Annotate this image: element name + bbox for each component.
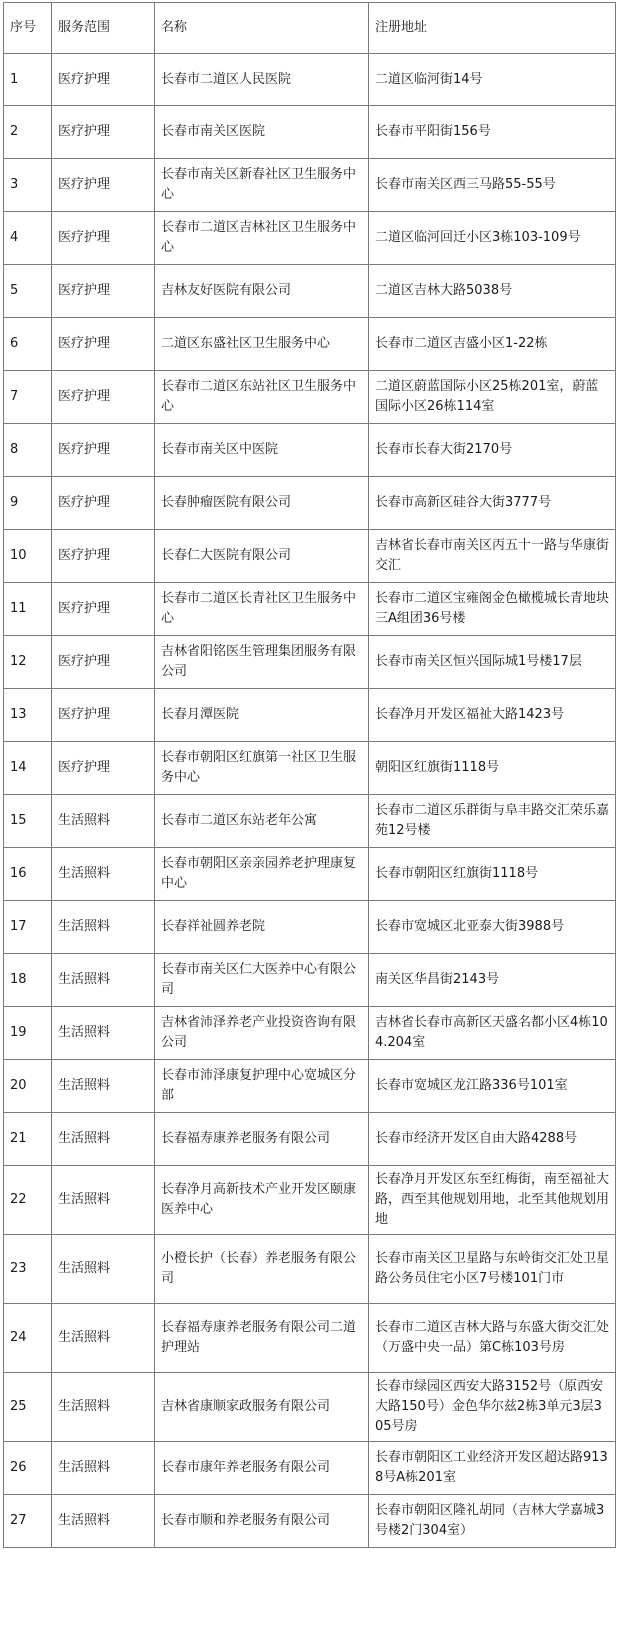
header-index: 序号	[4, 3, 52, 54]
cell-scope: 生活照料	[52, 848, 155, 901]
cell-index: 1	[4, 54, 52, 106]
table-row	[4, 689, 616, 742]
cell-name: 长春市朝阳区亲亲园养老护理康复中心	[155, 848, 369, 901]
cell-scope: 医疗护理	[52, 54, 155, 106]
cell-index: 12	[4, 636, 52, 689]
cell-name: 长春市南关区中医院	[155, 424, 369, 477]
header-address: 注册地址	[369, 3, 616, 54]
cell-name: 二道区东盛社区卫生服务中心	[155, 318, 369, 371]
cell-index: 22	[4, 1166, 52, 1235]
cell-address: 长春市朝阳区红旗街1118号	[369, 848, 616, 901]
table-row	[4, 583, 616, 636]
cell-index: 23	[4, 1235, 52, 1304]
cell-index: 21	[4, 1113, 52, 1166]
table-row	[4, 636, 616, 689]
cell-index: 4	[4, 212, 52, 265]
table-row	[4, 371, 616, 424]
cell-address: 长春市二道区宝雍阁金色橄榄城长青地块三A组团36号楼	[369, 583, 616, 636]
cell-address: 长春市朝阳区隆礼胡同（吉林大学嘉城3号楼2门304室）	[369, 1495, 616, 1548]
cell-name: 长春市朝阳区红旗第一社区卫生服务中心	[155, 742, 369, 795]
cell-name: 长春福寿康养老服务有限公司二道护理站	[155, 1304, 369, 1373]
cell-address: 长春市南关区恒兴国际城1号楼17层	[369, 636, 616, 689]
cell-scope: 生活照料	[52, 1060, 155, 1113]
service-provider-table-container	[3, 2, 615, 1548]
cell-index: 3	[4, 159, 52, 212]
cell-scope: 医疗护理	[52, 212, 155, 265]
cell-name: 长春市南关区仁大医养中心有限公司	[155, 954, 369, 1007]
cell-scope: 生活照料	[52, 901, 155, 954]
cell-scope: 医疗护理	[52, 371, 155, 424]
cell-scope: 生活照料	[52, 1113, 155, 1166]
cell-address: 吉林省长春市南关区丙五十一路与华康街交汇	[369, 530, 616, 583]
table-row	[4, 1373, 616, 1442]
cell-address: 长春市长春大街2170号	[369, 424, 616, 477]
cell-scope: 生活照料	[52, 1166, 155, 1235]
table-row	[4, 265, 616, 318]
cell-name: 长春市康年养老服务有限公司	[155, 1442, 369, 1495]
cell-scope: 生活照料	[52, 1304, 155, 1373]
cell-name: 长春市二道区东站社区卫生服务中心	[155, 371, 369, 424]
table-header-row	[4, 3, 616, 54]
cell-name: 吉林省沛泽养老产业投资咨询有限公司	[155, 1007, 369, 1060]
cell-name: 长春月潭医院	[155, 689, 369, 742]
cell-address: 长春市宽城区北亚泰大街3988号	[369, 901, 616, 954]
table-row	[4, 1166, 616, 1235]
cell-address: 长春市绿园区西安大路3152号（原西安大路150号）金色华尔兹2栋3单元3层305号房	[369, 1373, 616, 1442]
cell-address: 南关区华昌街2143号	[369, 954, 616, 1007]
cell-scope: 生活照料	[52, 1495, 155, 1548]
cell-address: 吉林省长春市高新区天盛名都小区4栋104.204室	[369, 1007, 616, 1060]
cell-index: 14	[4, 742, 52, 795]
cell-scope: 医疗护理	[52, 530, 155, 583]
cell-scope: 医疗护理	[52, 477, 155, 530]
table-row	[4, 742, 616, 795]
cell-address: 长春市南关区卫星路与东岭街交汇处卫星路公务员住宅小区7号楼101门市	[369, 1235, 616, 1304]
table-row	[4, 54, 616, 106]
cell-scope: 生活照料	[52, 795, 155, 848]
service-provider-table	[3, 2, 616, 1548]
cell-index: 10	[4, 530, 52, 583]
table-row	[4, 1304, 616, 1373]
cell-name: 长春市南关区医院	[155, 106, 369, 159]
cell-index: 16	[4, 848, 52, 901]
cell-index: 24	[4, 1304, 52, 1373]
table-row	[4, 477, 616, 530]
cell-name: 长春祥祉圆养老院	[155, 901, 369, 954]
cell-address: 长春市朝阳区工业经济开发区超达路9138号A栋201室	[369, 1442, 616, 1495]
cell-scope: 医疗护理	[52, 265, 155, 318]
cell-address: 朝阳区红旗街1118号	[369, 742, 616, 795]
cell-address: 长春市平阳街156号	[369, 106, 616, 159]
table-row	[4, 795, 616, 848]
cell-name: 长春市二道区吉林社区卫生服务中心	[155, 212, 369, 265]
cell-index: 9	[4, 477, 52, 530]
cell-index: 18	[4, 954, 52, 1007]
table-row	[4, 424, 616, 477]
cell-index: 20	[4, 1060, 52, 1113]
cell-scope: 生活照料	[52, 1007, 155, 1060]
cell-address: 长春市经济开发区自由大路4288号	[369, 1113, 616, 1166]
table-row	[4, 159, 616, 212]
cell-name: 长春市顺和养老服务有限公司	[155, 1495, 369, 1548]
table-row	[4, 954, 616, 1007]
table-row	[4, 1235, 616, 1304]
cell-name: 长春福寿康养老服务有限公司	[155, 1113, 369, 1166]
table-row	[4, 901, 616, 954]
cell-index: 27	[4, 1495, 52, 1548]
cell-scope: 生活照料	[52, 1442, 155, 1495]
cell-scope: 医疗护理	[52, 159, 155, 212]
cell-name: 吉林友好医院有限公司	[155, 265, 369, 318]
header-scope: 服务范围	[52, 3, 155, 54]
cell-name: 长春净月高新技术产业开发区颐康医养中心	[155, 1166, 369, 1235]
cell-index: 13	[4, 689, 52, 742]
cell-scope: 生活照料	[52, 1235, 155, 1304]
cell-index: 17	[4, 901, 52, 954]
cell-name: 长春仁大医院有限公司	[155, 530, 369, 583]
table-row	[4, 212, 616, 265]
cell-name: 吉林省康顺家政服务有限公司	[155, 1373, 369, 1442]
table-row	[4, 1495, 616, 1548]
cell-index: 26	[4, 1442, 52, 1495]
table-row	[4, 318, 616, 371]
cell-name: 吉林省阳铭医生管理集团服务有限公司	[155, 636, 369, 689]
cell-scope: 生活照料	[52, 954, 155, 1007]
cell-index: 8	[4, 424, 52, 477]
table-row	[4, 106, 616, 159]
table-row	[4, 1060, 616, 1113]
cell-address: 长春市二道区乐群街与阜丰路交汇荣乐嘉苑12号楼	[369, 795, 616, 848]
cell-index: 11	[4, 583, 52, 636]
cell-index: 15	[4, 795, 52, 848]
cell-address: 二道区临河回迁小区3栋103-109号	[369, 212, 616, 265]
table-row	[4, 1442, 616, 1495]
cell-name: 长春市二道区长青社区卫生服务中心	[155, 583, 369, 636]
cell-address: 长春净月开发区东至红梅街，南至福祉大路，西至其他规划用地，北至其他规划用地	[369, 1166, 616, 1235]
cell-name: 长春市二道区东站老年公寓	[155, 795, 369, 848]
cell-address: 长春市二道区吉林大路与东盛大街交汇处（万盛中央一品）第C栋103号房	[369, 1304, 616, 1373]
table-row	[4, 1007, 616, 1060]
cell-scope: 医疗护理	[52, 318, 155, 371]
cell-address: 长春市二道区吉盛小区1-22栋	[369, 318, 616, 371]
cell-index: 7	[4, 371, 52, 424]
cell-index: 6	[4, 318, 52, 371]
cell-name: 长春市南关区新春社区卫生服务中心	[155, 159, 369, 212]
cell-scope: 医疗护理	[52, 583, 155, 636]
table-row	[4, 848, 616, 901]
cell-scope: 医疗护理	[52, 424, 155, 477]
cell-scope: 医疗护理	[52, 689, 155, 742]
cell-address: 长春净月开发区福祉大路1423号	[369, 689, 616, 742]
cell-index: 5	[4, 265, 52, 318]
cell-address: 长春市南关区西三马路55-55号	[369, 159, 616, 212]
table-row	[4, 1113, 616, 1166]
cell-name: 长春市二道区人民医院	[155, 54, 369, 106]
cell-address: 二道区吉林大路5038号	[369, 265, 616, 318]
cell-address: 二道区临河街14号	[369, 54, 616, 106]
cell-name: 长春肿瘤医院有限公司	[155, 477, 369, 530]
cell-scope: 医疗护理	[52, 106, 155, 159]
cell-address: 二道区蔚蓝国际小区25栋201室，蔚蓝国际小区26栋114室	[369, 371, 616, 424]
table-row	[4, 530, 616, 583]
cell-index: 25	[4, 1373, 52, 1442]
header-name: 名称	[155, 3, 369, 54]
cell-address: 长春市高新区硅谷大街3777号	[369, 477, 616, 530]
cell-name: 长春市沛泽康复护理中心宽城区分部	[155, 1060, 369, 1113]
cell-address: 长春市宽城区龙江路336号101室	[369, 1060, 616, 1113]
cell-index: 2	[4, 106, 52, 159]
cell-scope: 医疗护理	[52, 742, 155, 795]
cell-scope: 医疗护理	[52, 636, 155, 689]
cell-index: 19	[4, 1007, 52, 1060]
cell-scope: 生活照料	[52, 1373, 155, 1442]
cell-name: 小橙长护（长春）养老服务有限公司	[155, 1235, 369, 1304]
